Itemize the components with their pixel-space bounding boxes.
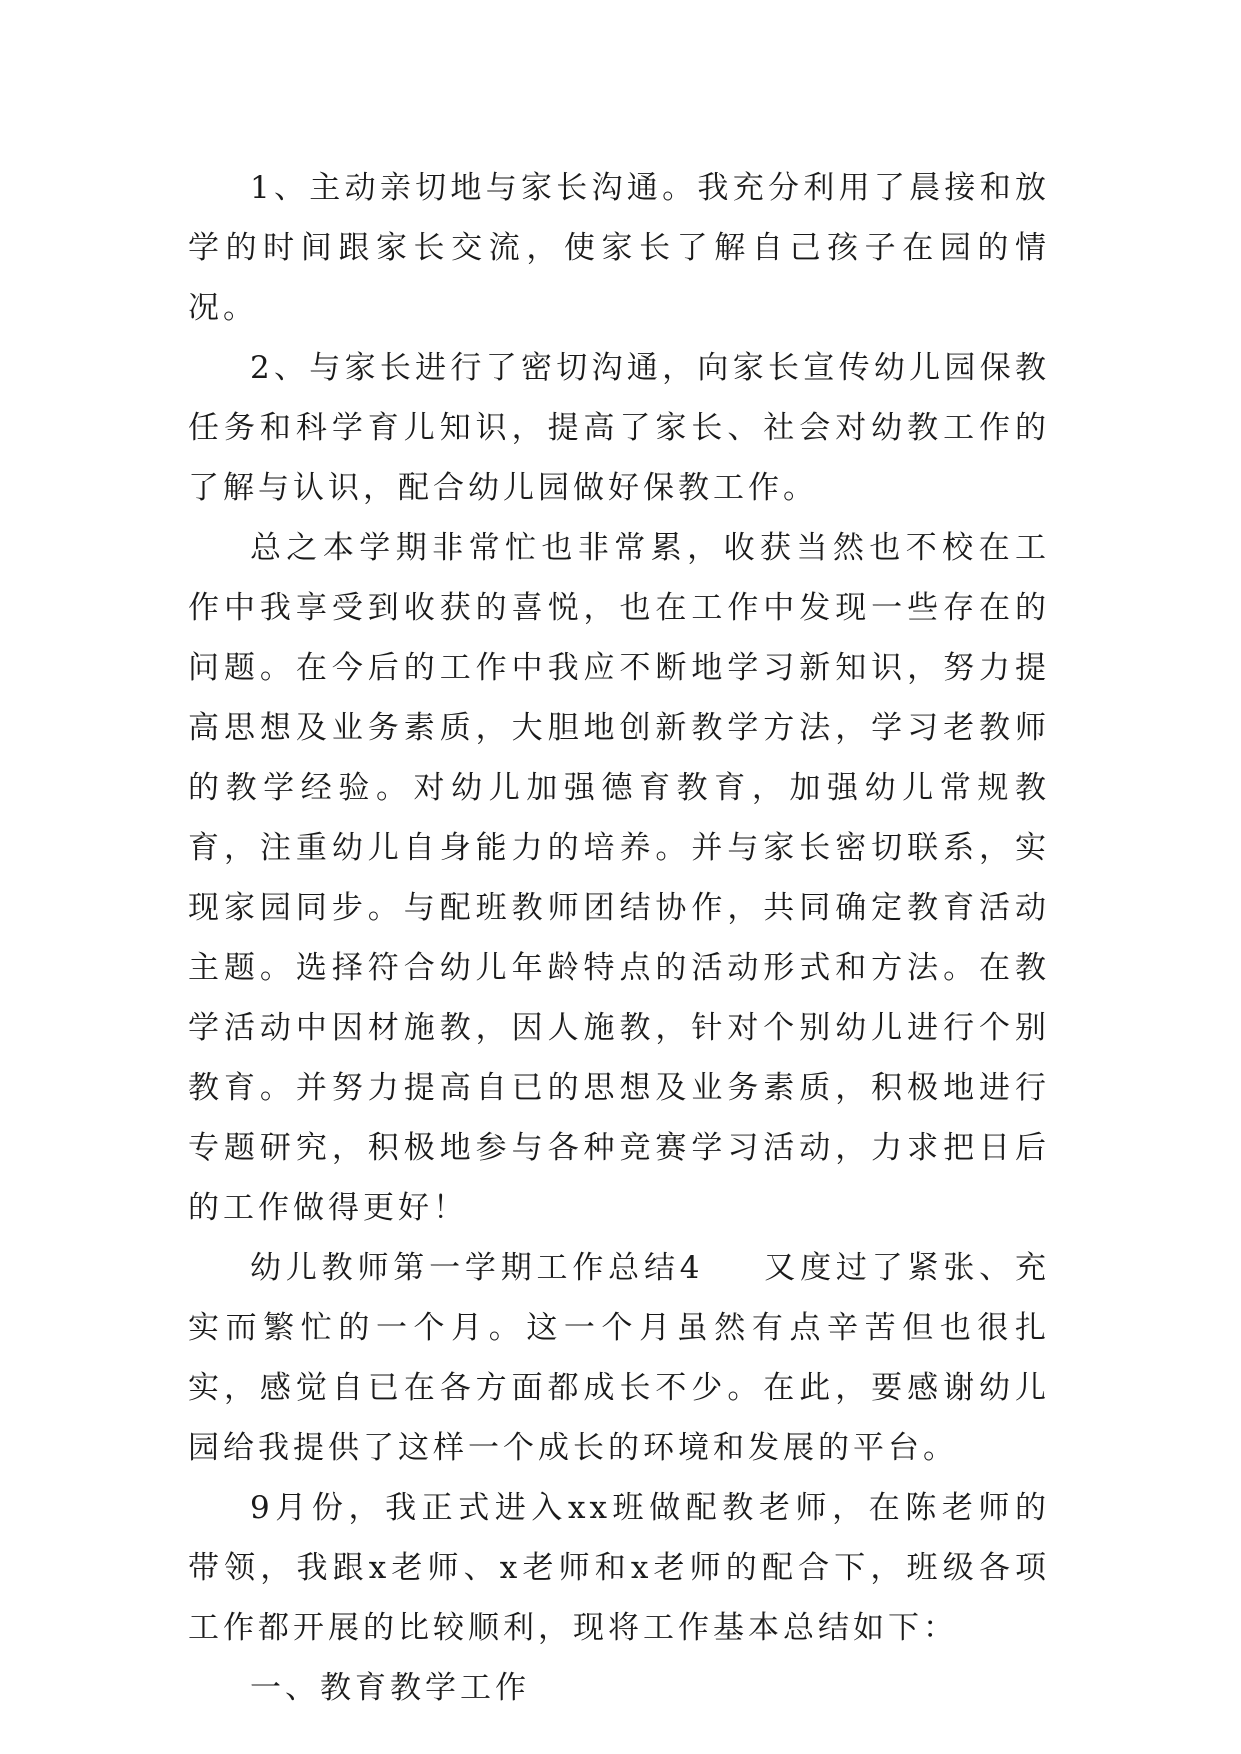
paragraph-summary: 总之本学期非常忙也非常累，收获当然也不校在工作中我享受到收获的喜悦，也在工作中发现一些存在的问题。在今后的工作中我应不断地学习新知识，努力提高思想及业务素质，大胆地创新教学方法，学习老教师的教学经验。对幼儿加强德育教育，加强幼儿常规教育，注重幼儿自身能力的培养。并与家长密切联系，实现家园同步。与配班教师团结协作，共同确定教育活动主题。选择符合幼儿年龄特点的活动形式和方法。在教学活动中因材施教，因人施教，针对个别幼儿进行个别教育。并努力提高自已的思想及业务素质，积极地进行专题研究，积极地参与各种竞赛学习活动，力求把日后的工作做得更好！ [188,530,1050,1226]
paragraph-summary-4 [188,1238,1050,1478]
paragraph-parent-communication: 1、主动亲切地与家长沟通。我充分利用了晨接和放学的时间跟家长交流，使家长了解自己孩子在园的情况。 [188,170,1050,326]
paragraph-september: 9月份，我正式进入xx班做配教老师，在陈老师的带领，我跟x老师、x老师和x老师的配合下，班级各项工作都开展的比较顺利，现将工作基本总结如下： [188,1490,1050,1646]
section-intro: 又度过了紧张、充实而繁忙的一个月。这一个月虽然有点辛苦但也很扎实，感觉自已在各方面都成长不少。在此，要感谢幼儿园给我提供了这样一个成长的环境和发展的平台。 [188,1250,1050,1466]
section-heading-teaching: 一、教育教学工作 [250,1670,530,1706]
document-body [188,158,1050,1718]
paragraph-parent-education: 2、与家长进行了密切沟通，向家长宣传幼儿园保教任务和科学育儿知识，提高了家长、社会对幼教工作的了解与认识，配合幼儿园做好保教工作。 [188,350,1050,506]
section-title: 幼儿教师第一学期工作总结4 [250,1250,704,1286]
